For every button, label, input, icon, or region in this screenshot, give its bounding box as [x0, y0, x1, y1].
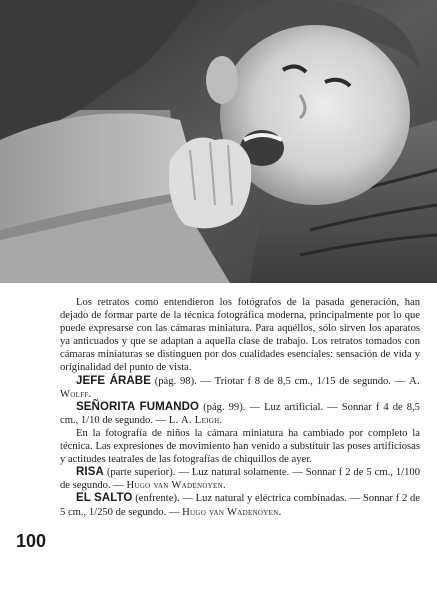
caption-credit: L. A. Leigh.: [168, 414, 223, 426]
intro-paragraph: Los retratos como entendieron los fotógrafos de la pasada generación, han dejado de formar parte de la técnica fotográfica moderna, principalmente por lo que puede expresarse con las cámaras miniatura. Para aquéllos, sólo sirven los aparatos ya anticuados y que se adaptan a aquella clase de trabajo. Los retratos tomados con cámaras miniaturas se distinguen por dos cualidades esenciales: sensación de vida y originalidad del punto de vista.: [60, 297, 420, 374]
caption-credit: A. Wolff.: [60, 375, 420, 400]
child-photo-drawing: [0, 0, 437, 283]
caption-details: (enfrente). — Luz natural y eléctrica combinadas. — Sonnar f 2 de 5 cm., 1/250 de segundo. —: [60, 493, 420, 518]
caption-senorita-fumando: [60, 401, 420, 427]
caption-title: EL SALTO: [76, 492, 133, 505]
caption-el-salto: [60, 492, 420, 518]
page-number: 100: [16, 531, 47, 551]
second-paragraph: En la fotografía de niños la cámara miniatura ha cambiado por completo la técnica. Las expresiones de movimiento han venido a substituir las poses artificiosas y actitudes teatrales de las fotografías de chiquillos de ayer.: [60, 427, 420, 466]
caption-credit: Hugo van Wadenoyen.: [182, 506, 282, 518]
caption-details: (pág. 98). — Triotar f 8 de 8,5 cm., 1/15 de segundo. —: [150, 375, 410, 387]
caption-jefe-arabe: [60, 375, 420, 401]
caption-details: (pág. 99). — Luz artificial. — Sonnar f 4 de 8,5 cm., 1/10 de segundo. —: [60, 401, 420, 426]
caption-title: RISA: [76, 466, 104, 479]
caption-title: JEFE ÁRABE: [76, 374, 151, 387]
article-text: [60, 296, 420, 519]
photo-of-laughing-child: [0, 0, 437, 283]
caption-title: SEÑORITA FUMANDO: [76, 400, 200, 413]
caption-credit: Hugo van Wadenoyen.: [126, 480, 226, 492]
caption-risa: [60, 466, 420, 492]
caption-details: (parte superior). — Luz natural solamente. — Sonnar f 2 de 5 cm., 1/100 de segundo. —: [60, 467, 420, 492]
